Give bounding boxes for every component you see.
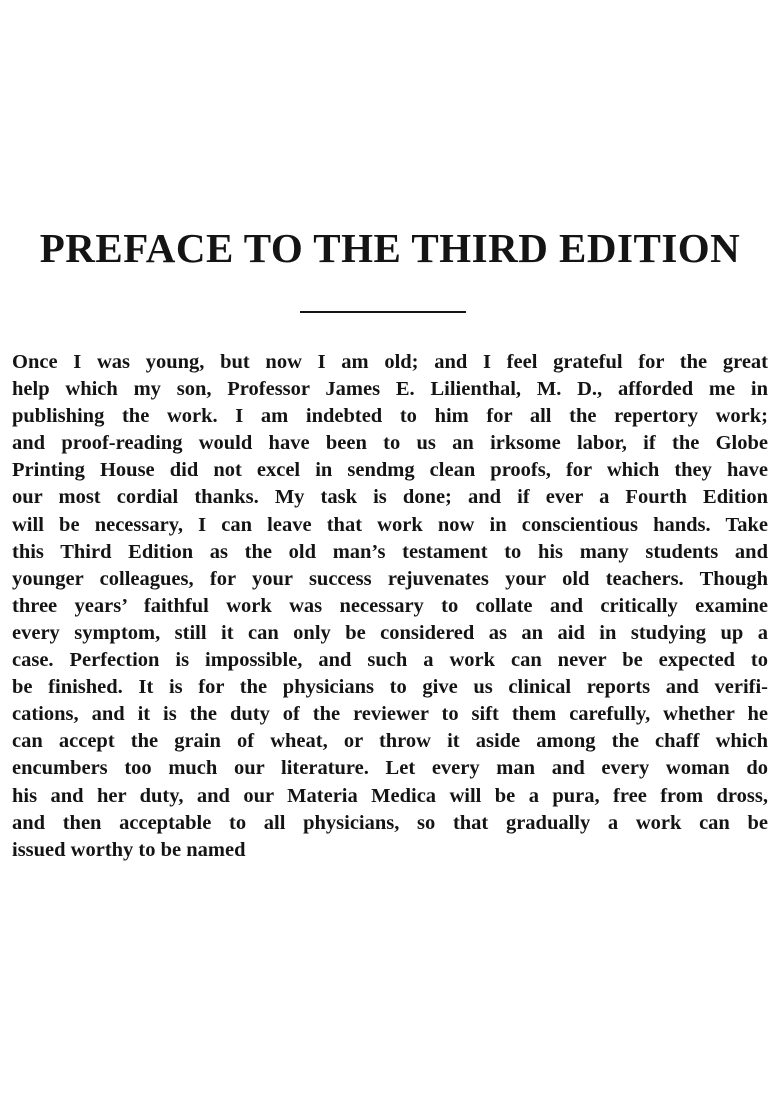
text-line: three years’ faithful work was necessary to collate and critically examine <box>12 594 768 617</box>
text-line: help which my son, Professor James E. Lilienthal, M. D., afforded me in <box>12 378 768 401</box>
text-line: his and her duty, and our Materia Medica will be a pura, free from dross, <box>12 784 768 807</box>
text-line: every symptom, still it can only be considered as an aid in studying up a <box>12 621 768 644</box>
text-line: publishing the work. I am indebted to him for all the repertory work; <box>12 405 768 428</box>
text-line: this Third Edition as the old man’s testament to his many students and <box>12 540 768 563</box>
text-line: and proof-reading would have been to us an irksome labor, if the Globe <box>12 432 768 455</box>
text-line: our most cordial thanks. My task is done; and if ever a Fourth Edition <box>12 486 768 509</box>
text-line: encumbers too much our literature. Let every man and every woman do <box>12 757 768 780</box>
text-line: Printing House did not excel in sendmg clean proofs, for which they have <box>12 459 768 482</box>
page-title: PREFACE TO THE THIRD EDITION <box>39 225 741 271</box>
text-line: be finished. It is for the physicians to give us clinical reports and verifi- <box>12 676 768 699</box>
preface-paragraph <box>12 349 768 864</box>
text-line: case. Perfection is impossible, and such a work can never be expected to <box>12 649 768 672</box>
text-line: younger colleagues, for your success rejuvenates your old teachers. Though <box>12 567 768 590</box>
title-divider-rule <box>300 311 466 313</box>
text-line: and then acceptable to all physicians, so that gradually a work can be <box>12 811 768 834</box>
text-line: will be necessary, I can leave that work now in conscientious hands. Take <box>12 513 768 536</box>
text-line: cations, and it is the duty of the reviewer to sift them carefully, whether he <box>12 703 768 726</box>
text-line: issued worthy to be named <box>12 838 246 861</box>
text-line: can accept the grain of wheat, or throw it aside among the chaff which <box>12 730 768 753</box>
text-line: Once I was young, but now I am old; and I feel grateful for the great <box>12 351 768 373</box>
